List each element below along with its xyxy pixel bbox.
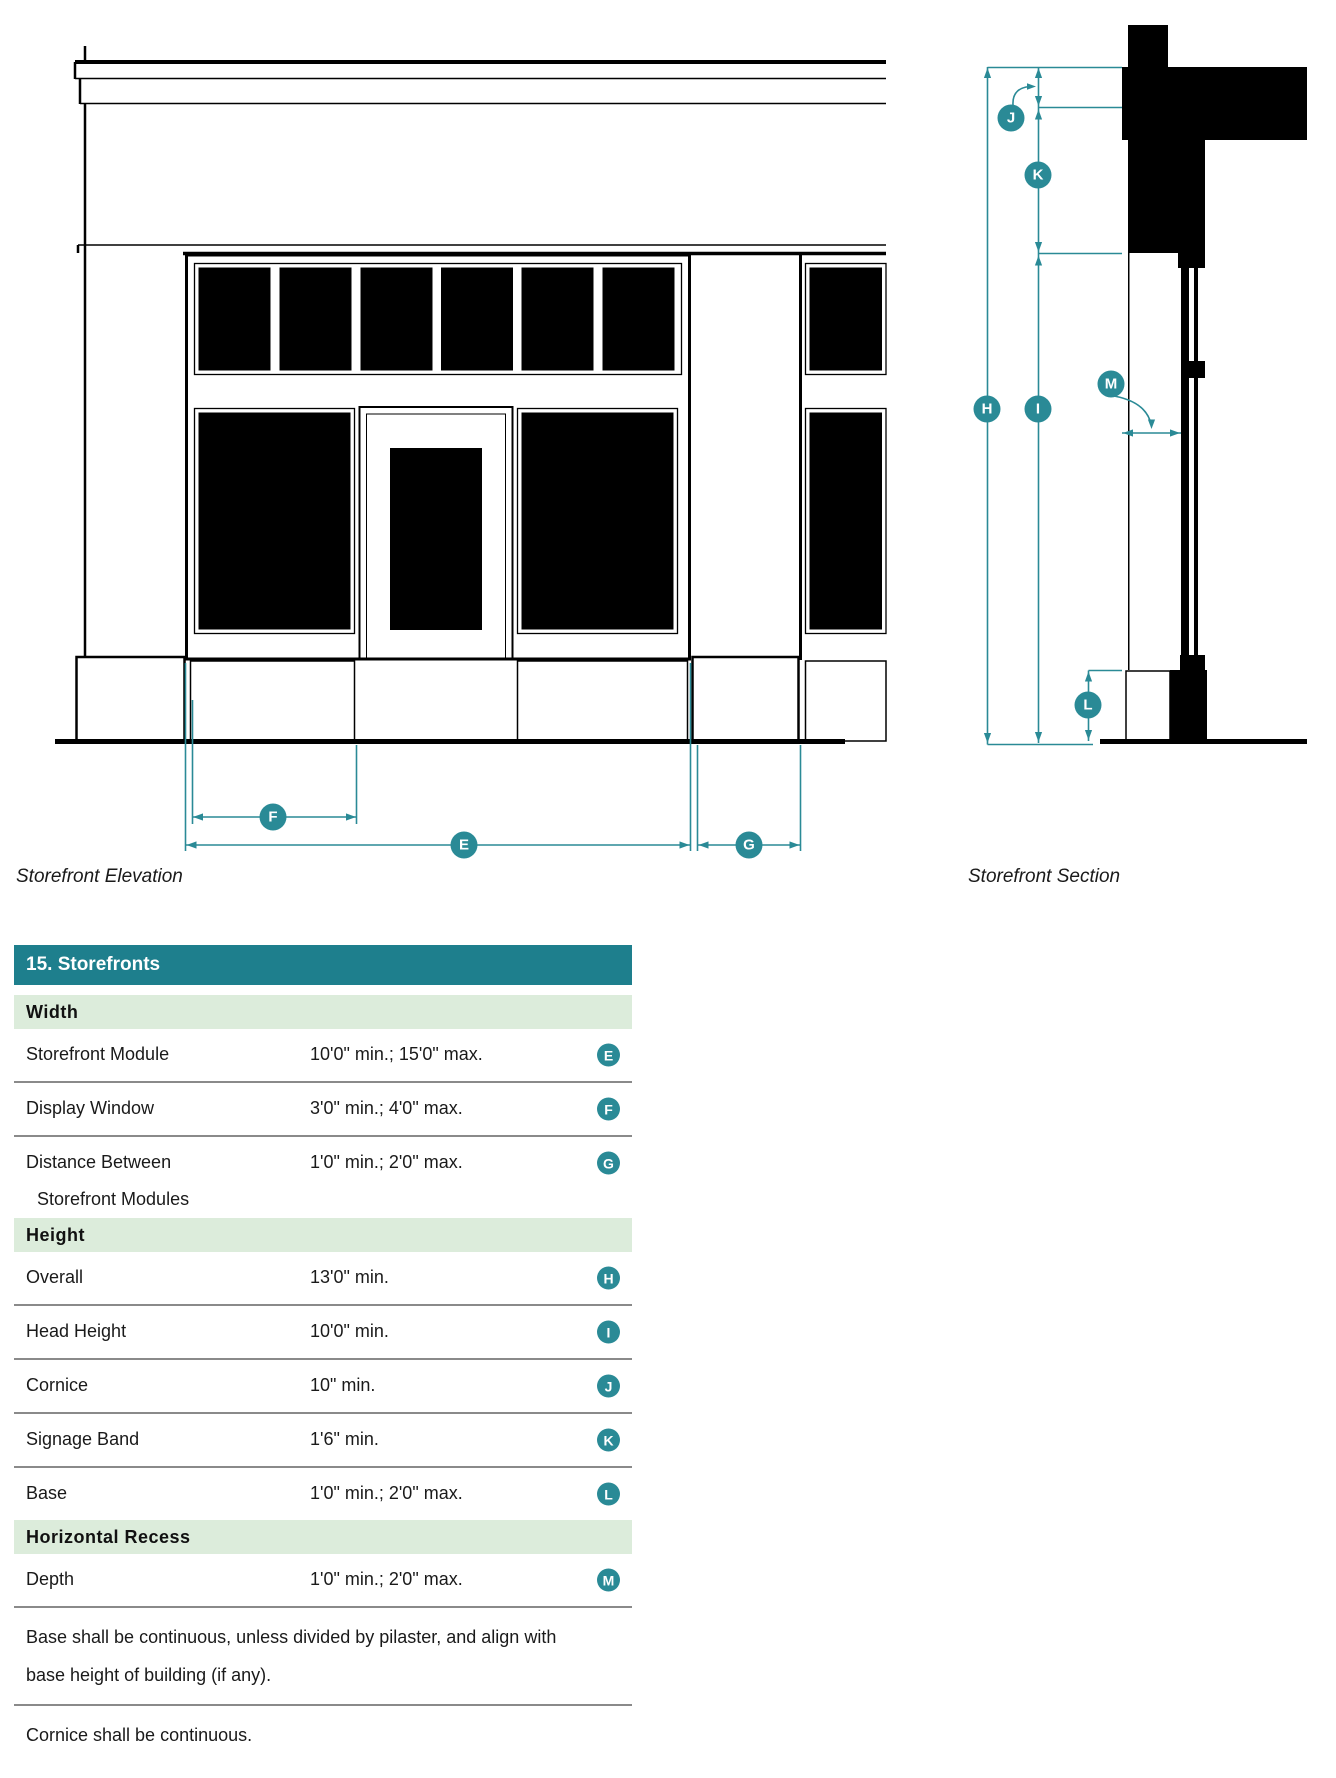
dimension-marker-H: H	[974, 396, 1001, 423]
table-row	[14, 1468, 632, 1520]
row-badge-K: K	[597, 1429, 620, 1452]
row-value: 1'0" min.; 2'0" max.	[310, 1483, 463, 1503]
storefronts-spec-table	[14, 945, 632, 1764]
row-badge-J: J	[597, 1375, 620, 1398]
row-badge-L: L	[597, 1483, 620, 1506]
dimension-marker-J: J	[998, 105, 1025, 132]
dimension-marker-I: I	[1025, 396, 1052, 423]
row-badge-H: H	[597, 1267, 620, 1290]
row-value: 10'0" min.; 15'0" max.	[310, 1044, 483, 1064]
row-label: Signage Band	[26, 1429, 140, 1449]
dimension-marker-K: K	[1025, 162, 1052, 189]
section-header-horizontal-recess: Horizontal Recess	[14, 1520, 632, 1554]
row-label: Overall	[26, 1267, 84, 1287]
row-label: Depth	[26, 1569, 75, 1589]
row-label	[26, 1152, 310, 1210]
row-label: Display Window	[26, 1098, 155, 1118]
row-badge-G: G	[597, 1152, 620, 1175]
row-badge-F: F	[597, 1098, 620, 1121]
row-badge-M: M	[597, 1569, 620, 1592]
row-label: Cornice	[26, 1375, 89, 1395]
row-badge-I: I	[597, 1321, 620, 1344]
row-value: 1'6" min.	[310, 1429, 379, 1449]
dimension-marker-M: M	[1098, 371, 1125, 398]
table-note: Cornice shall be continuous.	[26, 1725, 253, 1745]
table-row	[14, 1083, 632, 1135]
elevation-caption: Storefront Elevation	[16, 866, 183, 887]
section-caption: Storefront Section	[968, 866, 1121, 887]
row-label: Base	[26, 1483, 68, 1503]
title-gap	[14, 985, 632, 995]
row-value: 10'0" min.	[310, 1321, 389, 1341]
table-row	[14, 1554, 632, 1606]
dimension-marker-L: L	[1075, 692, 1102, 719]
dimension-marker-E: E	[451, 832, 478, 859]
row-value: 13'0" min.	[310, 1267, 389, 1287]
row-value: 3'0" min.; 4'0" max.	[310, 1098, 463, 1118]
table-row	[14, 1360, 632, 1412]
dimension-marker-G: G	[736, 832, 763, 859]
row-label: Head Height	[26, 1321, 127, 1341]
table-row	[14, 1414, 632, 1466]
table-note: Base shall be continuous, unless divided by pilaster, and align with base height of building (if any).	[26, 1627, 557, 1685]
row-value: 10" min.	[310, 1375, 376, 1395]
section-header-width: Width	[14, 995, 632, 1029]
row-label-line2: Storefront Modules	[37, 1189, 190, 1209]
section-header-height: Height	[14, 1218, 632, 1252]
table-row	[14, 1029, 632, 1081]
table-row	[14, 1252, 632, 1304]
row-label: Storefront Module	[26, 1044, 170, 1064]
row-label-line1: Distance Between	[26, 1152, 172, 1172]
table-row	[14, 1137, 632, 1218]
table-title: 15. Storefronts	[14, 945, 632, 985]
row-value: 1'0" min.; 2'0" max.	[310, 1152, 463, 1172]
table-row	[14, 1306, 632, 1358]
dimension-marker-F: F	[260, 804, 287, 831]
row-badge-E: E	[597, 1044, 620, 1067]
row-value: 1'0" min.; 2'0" max.	[310, 1569, 463, 1589]
